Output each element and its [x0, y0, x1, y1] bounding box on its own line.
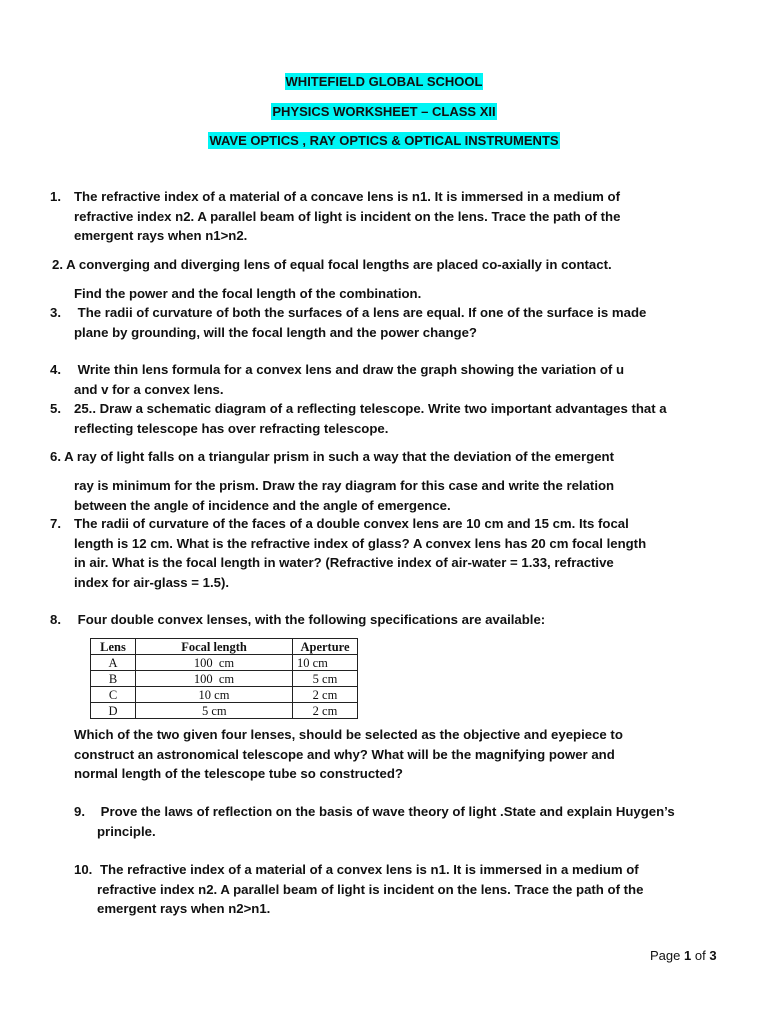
question-4 — [74, 360, 624, 399]
table-cell: 10 cm — [136, 687, 293, 703]
q7-number: 7. — [50, 516, 61, 531]
question-8-intro — [74, 610, 545, 630]
q1-line: refractive index n2. A parallel beam of light is incident on the lens. Trace the path of the — [74, 208, 621, 224]
table-cell: 5 cm — [136, 703, 293, 719]
question-2-cont — [74, 284, 421, 304]
q5-line: 25.. Draw a schematic diagram of a reflecting telescope. Write two important advantages that a — [74, 401, 667, 416]
total-pages: 3 — [709, 948, 717, 963]
q8-intro: Four double convex lenses, with the following specifications are available: — [74, 612, 546, 627]
q6-line: between the angle of incidence and the angle of emergence. — [74, 497, 451, 513]
q9-line: Prove the laws of reflection on the basis of wave theory of light .State and explain Huygen’s — [97, 804, 675, 819]
table-cell: B — [91, 671, 136, 687]
q10-line: The refractive index of a material of a convex lens is n1. It is immersed in a medium of — [100, 862, 639, 877]
table-cell: A — [91, 655, 136, 671]
question-2 — [52, 255, 612, 275]
worksheet-title: PHYSICS WORKSHEET – CLASS XII — [272, 104, 496, 119]
page-word: Page — [650, 948, 681, 963]
question-10 — [97, 860, 644, 919]
question-9 — [97, 802, 675, 841]
q7-line: length is 12 cm. What is the refractive index of glass? A convex lens has 20 cm focal length — [74, 535, 647, 551]
q4-line: and v for a convex lens. — [74, 381, 224, 397]
q3-line: The radii of curvature of both the surfaces of a lens are equal. If one of the surface is made — [74, 305, 647, 320]
q7-line: index for air-glass = 1.5). — [74, 574, 230, 590]
q2-line: Find the power and the focal length of the combination. — [74, 286, 422, 301]
page-number: 1 — [684, 948, 692, 963]
table-header: Aperture — [293, 639, 358, 655]
lens-spec-table — [90, 638, 358, 719]
question-6 — [50, 447, 614, 467]
question-8 — [74, 725, 623, 784]
table-cell: 2 cm — [293, 703, 358, 719]
q8-line: construct an astronomical telescope and why? What will be the magnifying power and — [74, 746, 615, 762]
q1-line: emergent rays when n1>n2. — [74, 228, 248, 243]
q3-number: 3. — [50, 305, 61, 320]
q5-line: reflecting telescope has over refracting telescope. — [74, 420, 389, 436]
q10-line: refractive index n2. A parallel beam of light is incident on the lens. Trace the path of the — [97, 881, 644, 897]
table-row — [91, 671, 358, 687]
question-3 — [74, 303, 646, 342]
q8-number: 8. — [50, 612, 61, 627]
table-cell: 100 cm — [136, 671, 293, 687]
q9-line: principle. — [97, 823, 156, 839]
question-5 — [74, 399, 667, 438]
table-header-row — [91, 639, 358, 655]
table-cell: 2 cm — [293, 687, 358, 703]
q6-line: 6. A ray of light falls on a triangular prism in such a way that the deviation of the emergent — [50, 449, 614, 464]
table-cell: C — [91, 687, 136, 703]
q8-line: normal length of the telescope tube so constructed? — [74, 766, 403, 781]
q9-number: 9. — [74, 804, 85, 819]
question-6-cont — [74, 476, 614, 515]
table-cell: 100 cm — [136, 655, 293, 671]
q6-line: ray is minimum for the prism. Draw the ray diagram for this case and write the relation — [74, 478, 615, 493]
q4-number: 4. — [50, 362, 61, 377]
q1-number: 1. — [50, 189, 61, 204]
table-header: Focal length — [136, 639, 293, 655]
question-1 — [74, 187, 620, 246]
q3-line: plane by grounding, will the focal length and the power change? — [74, 324, 477, 340]
table-cell: 5 cm — [293, 671, 358, 687]
q7-line: The radii of curvature of the faces of a double convex lens are 10 cm and 15 cm. Its focal — [74, 516, 629, 531]
table-cell: 10 cm — [293, 655, 358, 671]
q7-line: in air. What is the focal length in water? (Refractive index of air-water = 1.33, refractive — [74, 555, 614, 570]
of-word: of — [694, 948, 706, 963]
table-row — [91, 703, 358, 719]
topic-title: WAVE OPTICS , RAY OPTICS & OPTICAL INSTRUMENTS — [209, 133, 559, 148]
q2-line: 2. A converging and diverging lens of equal focal lengths are placed co-axially in contact. — [52, 257, 612, 272]
table-row — [91, 687, 358, 703]
q10-line: emergent rays when n2>n1. — [97, 901, 271, 916]
school-name: WHITEFIELD GLOBAL SCHOOL — [285, 74, 483, 89]
table-cell: D — [91, 703, 136, 719]
q8-line: Which of the two given four lenses, should be selected as the objective and eyepiece to — [74, 727, 623, 742]
q4-line: Write thin lens formula for a convex lens and draw the graph showing the variation of u — [74, 362, 625, 377]
q10-number: 10. — [74, 862, 93, 877]
table-row — [91, 655, 358, 671]
question-7 — [74, 514, 646, 592]
q5-number: 5. — [50, 401, 61, 416]
table-header: Lens — [91, 639, 136, 655]
q1-line: The refractive index of a material of a concave lens is n1. It is immersed in a medium of — [74, 189, 621, 204]
page-indicator — [650, 946, 717, 966]
